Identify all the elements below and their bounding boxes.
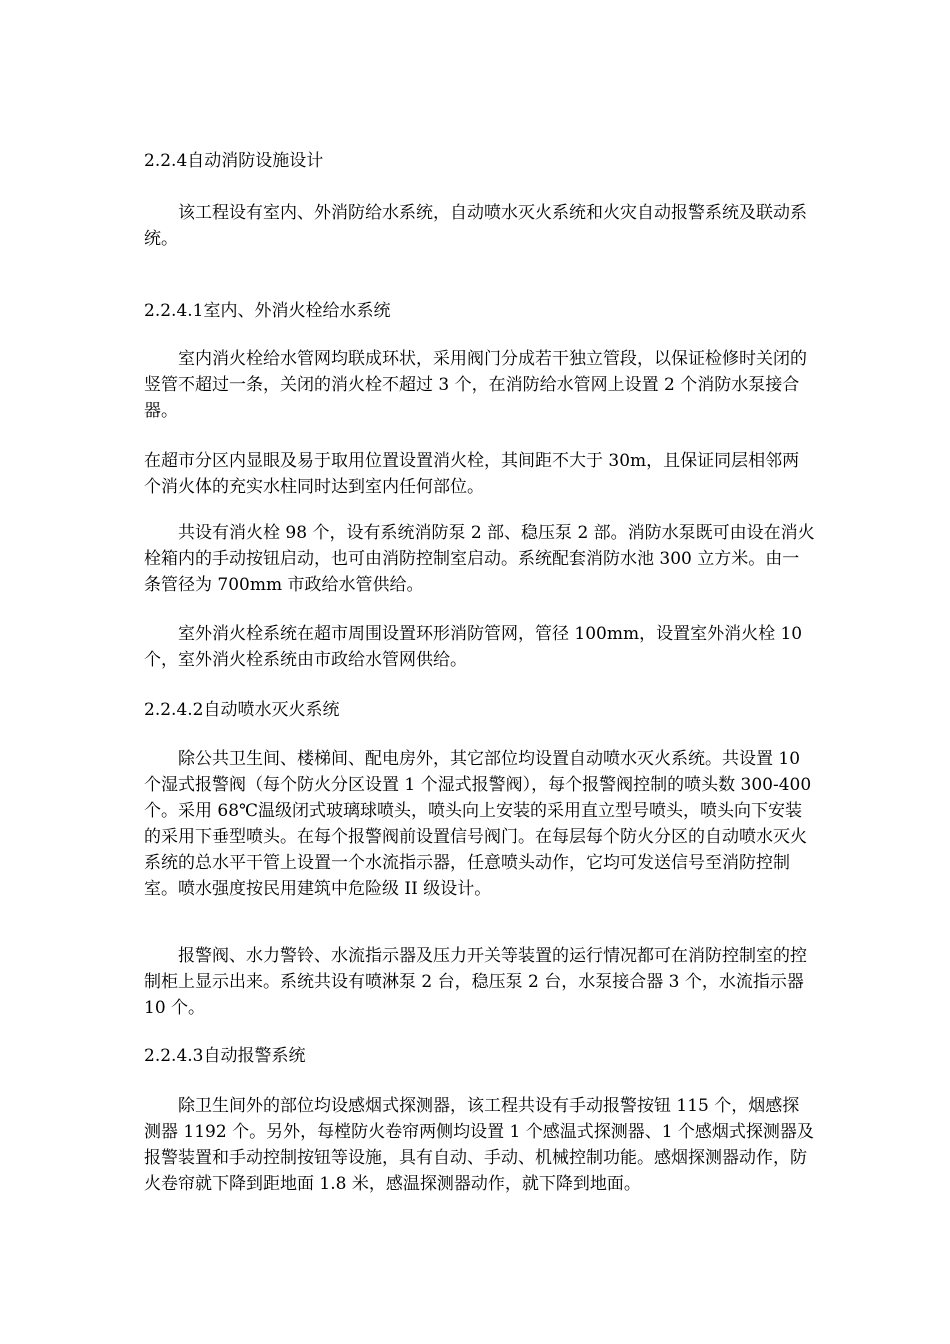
paragraph-sprinkler-system: 除公共卫生间、楼梯间、配电房外，其它部位均设置自动喷水灭火系统。共设置 10 个湿式报警阀（每个防火分区设置 1 个湿式报警阀），每个报警阀控制的喷头数 300-400 个。采用 68℃温级闭式玻璃球喷头，喷头向上安装的采用直立型号喷头，喷头向下安装的采用下垂型喷头。在每个报警阀前设置信号阀门。在每层每个防火分区的自动喷水灭火系统的总水平干管上设置一个水流指示器，任意喷头动作，它均可发送信号至消防控制室。喷水强度按民用建筑中危险级 II 级设计。	[144, 749, 817, 899]
section-heading-2-2-4: 2.2.4自动消防设施设计	[144, 151, 324, 171]
paragraph-indoor-hydrant-placement: 在超市分区内显眼及易于取用位置设置消火栓，其间距不大于 30m，且保证同层相邻两个消火体的充实水柱同时达到室内任何部位。	[144, 451, 800, 497]
paragraph-sprinkler-monitoring: 报警阀、水力警铃、水流指示器及压力开关等装置的运行情况都可在消防控制室的控制柜上显示出来。系统共设有喷淋泵 2 台，稳压泵 2 台，水泵接合器 3 个，水流指示器 10 个。	[144, 946, 810, 1018]
paragraph-intro: 该工程设有室内、外消防给水系统，自动喷水灭火系统和火灾自动报警系统及联动系统。	[144, 203, 807, 249]
section-heading-2-2-4-1: 2.2.4.1室内、外消火栓给水系统	[144, 301, 391, 321]
paragraph-indoor-hydrant-network: 室内消火栓给水管网均联成环状，采用阀门分成若干独立管段，以保证检修时关闭的竖管不超过一条，关闭的消火栓不超过 3 个，在消防给水管网上设置 2 个消防水泵接合器。	[144, 349, 807, 421]
paragraph-alarm-system: 除卫生间外的部位均设感烟式探测器，该工程共设有手动报警按钮 115 个，烟感探测器 1192 个。另外，每樘防火卷帘两侧均设置 1 个感温式探测器、1 个感烟式探测器及报警装置和手动控制按钮等设施，具有自动、手动、机械控制功能。感烟探测器动作，防火卷帘就下降到距地面 1.8 米，感温探测器动作，就下降到地面。	[144, 1096, 814, 1194]
section-heading-2-2-4-3: 2.2.4.3自动报警系统	[144, 1046, 306, 1066]
section-heading-2-2-4-2: 2.2.4.2自动喷水灭火系统	[144, 700, 340, 720]
paragraph-indoor-hydrant-equipment: 共设有消火栓 98 个，设有系统消防泵 2 部、稳压泵 2 部。消防水泵既可由设在消火栓箱内的手动按钮启动，也可由消防控制室启动。系统配套消防水池 300 立方米。由一条管径为 700mm 市政给水管供给。	[144, 523, 815, 595]
paragraph-outdoor-hydrant: 室外消火栓系统在超市周围设置环形消防管网，管径 100mm，设置室外消火栓 10 个，室外消火栓系统由市政给水管网供给。	[144, 624, 808, 670]
